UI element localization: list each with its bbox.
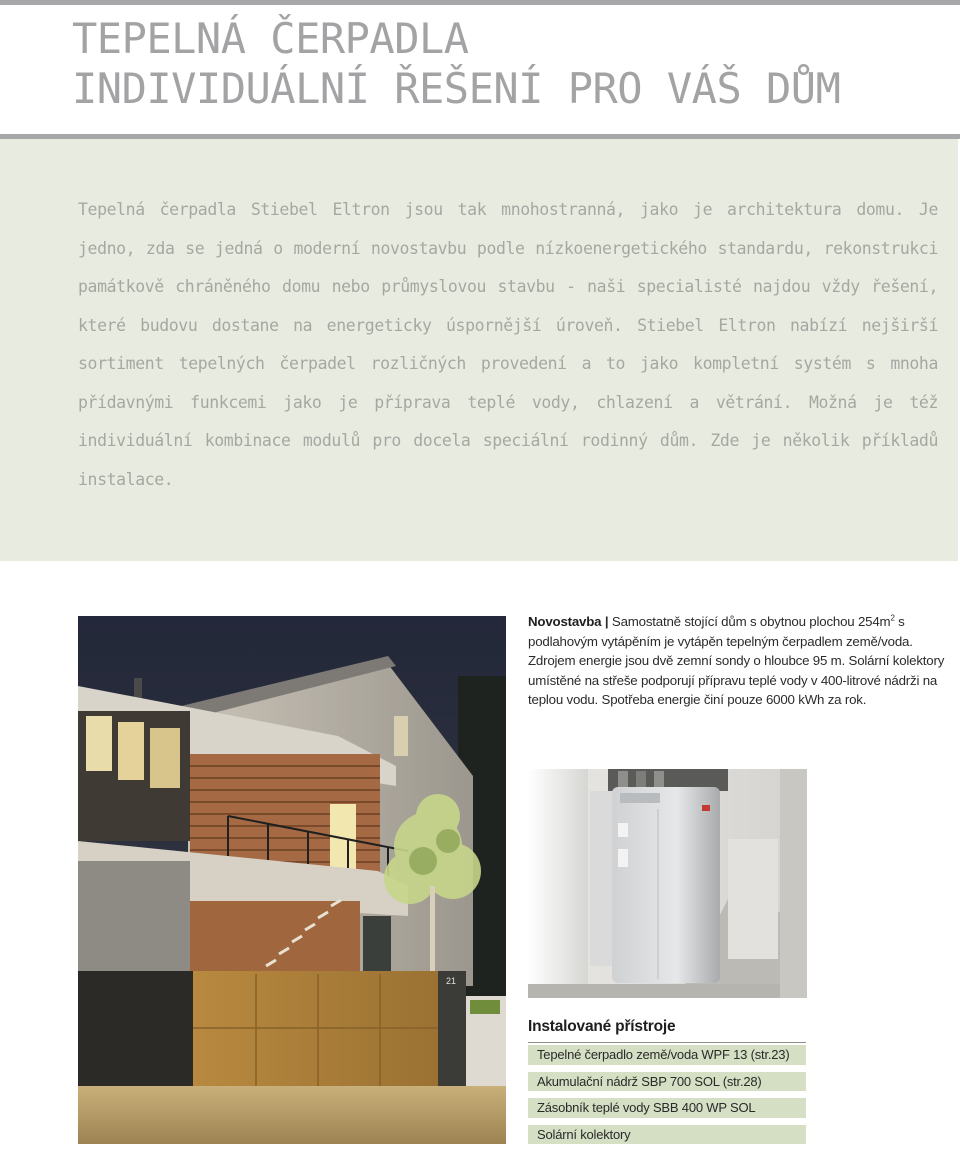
description-lead: Novostavba (528, 614, 602, 629)
top-rule (0, 0, 960, 5)
description-separator: | (604, 614, 609, 629)
installed-devices-list (528, 1045, 806, 1151)
device-item: Zásobník teplé vody SBB 400 WP SOL (528, 1098, 806, 1118)
installed-devices-heading: Instalované přístroje (528, 1018, 676, 1035)
heat-pump-photo (528, 769, 807, 998)
title-line-1: TEPELNÁ ČERPADLA (72, 14, 469, 63)
installation-description (528, 612, 960, 710)
house-number: 21 (446, 976, 457, 986)
intro-paragraph: Tepelná čerpadla Stiebel Eltron jsou tak mnohostranná, jako je architektura domu. Je jedno, zda se jedná o moderní novostavbu podle nízkoenergetického standardu, rekonstrukci památkově chráněného domu nebo průmyslovou stavbu - naši specialisté najdou vždy řešení, které budovu dostane na energeticky úspornější úroveň. Stiebel Eltron nabízí nejširší sortiment tepelných čerpadel rozličných provedení a to jako kompletní systém s mnoha přídavnými funkcemi jako je příprava teplé vody, chlazení a větrání. Možná je též individuální kombinace modulů pro docela speciální rodinný dům. Zde je několik příkladů instalace. (78, 200, 938, 489)
device-item: Solární kolektory (528, 1125, 806, 1145)
device-item: Akumulační nádrž SBP 700 SOL (str.28) (528, 1072, 806, 1092)
page-title (72, 14, 840, 114)
description-text-2: s podlahovým vytápěním je vytápěn tepelným čerpadlem země/voda. Zdrojem energie jsou dvě zemní sondy o hloubce 95 m. Solární kolektory umístěné na střeše podporují přípravu teplé vody v 400-litrové nádrži na teplou vodu. Spotřeba energie činí pouze 6000 kWh za rok. (528, 614, 945, 708)
description-superscript: 2 (890, 613, 895, 623)
description-text-1: Samostatně stojící dům s obytnou plochou 254m (611, 614, 891, 629)
title-line-2: INDIVIDUÁLNÍ ŘEŠENÍ PRO VÁŠ DŮM (72, 64, 841, 113)
devices-rule (528, 1042, 806, 1043)
house-photo (78, 616, 506, 1144)
intro-panel (0, 139, 958, 561)
device-item: Tepelné čerpadlo země/voda WPF 13 (str.23) (528, 1045, 806, 1065)
